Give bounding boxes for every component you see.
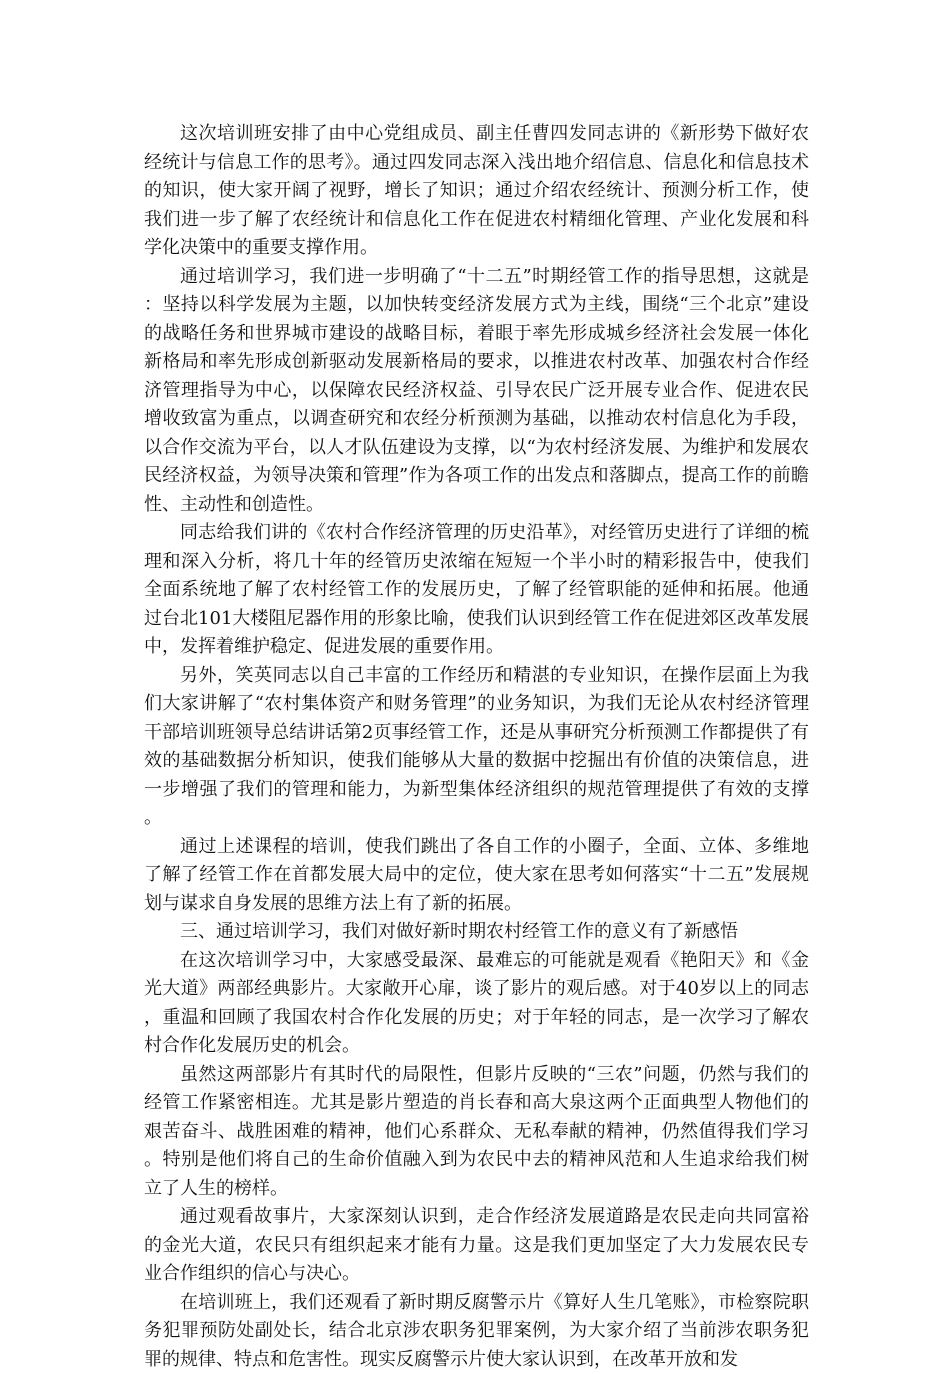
paragraph-9: 在培训班上，我们还观看了新时期反腐警示片《算好人生几笔账》，市检察院职务犯罪预防处副处长，结合北京涉农职务犯罪案例，为大家介绍了当前涉农职务犯罪的规律、特点和危害性。现实反腐警示片使大家认识到，在改革开放和发 <box>144 1289 809 1374</box>
paragraph-7: 虽然这两部影片有其时代的局限性，但影片反映的“三农”问题，仍然与我们的经管工作紧密相连。尤其是影片塑造的肖长春和高大泉这两个正面典型人物他们的艰苦奋斗、战胜困难的精神，他们心系群众、无私奉献的精神，仍然值得我们学习。特别是他们将自己的生命价值融入到为农民中去的精神风范和人生追求给我们树立了人生的榜样。 <box>144 1061 809 1204</box>
paragraph-1: 这次培训班安排了由中心党组成员、副主任曹四发同志讲的《新形势下做好农经统计与信息工作的思考》。通过四发同志深入浅出地介绍信息、信息化和信息技术的知识，使大家开阔了视野，增长了知识；通过介绍农经统计、预测分析工作，使我们进一步了解了农经统计和信息化工作在促进农村精细化管理、产业化发展和科学化决策中的重要支撑作用。 <box>144 120 809 263</box>
paragraph-4: 另外，笑英同志以自己丰富的工作经历和精湛的专业知识，在操作层面上为我们大家讲解了“农村集体资产和财务管理”的业务知识，为我们无论从农村经济管理干部培训班领导总结讲话第2页事经管工作，还是从事研究分析预测工作都提供了有效的基础数据分析知识，使我们能够从大量的数据中挖掘出有价值的决策信息，进一步增强了我们的管理和能力，为新型集体经济组织的规范管理提供了有效的支撑。 <box>144 662 809 833</box>
paragraph-3: 同志给我们讲的《农村合作经济管理的历史沿革》，对经管历史进行了详细的梳理和深入分析，将几十年的经管历史浓缩在短短一个半小时的精彩报告中，使我们全面系统地了解了农村经管工作的发展历史，了解了经管职能的延伸和拓展。他通过台北101大楼阻尼器作用的形象比喻，使我们认识到经管工作在促进郊区改革发展中，发挥着维护稳定、促进发展的重要作用。 <box>144 519 809 662</box>
paragraph-5: 通过上述课程的培训，使我们跳出了各自工作的小圈子，全面、立体、多维地了解了经管工作在首都发展大局中的定位，使大家在思考如何落实“十二五”发展规划与谋求自身发展的思维方法上有了新的拓展。 <box>144 833 809 919</box>
paragraph-8: 通过观看故事片，大家深刻认识到，走合作经济发展道路是农民走向共同富裕的金光大道，农民只有组织起来才能有力量。这是我们更加坚定了大力发展农民专业合作组织的信心与决心。 <box>144 1203 809 1289</box>
document-body <box>144 120 809 1374</box>
paragraph-2: 通过培训学习，我们进一步明确了“十二五”时期经管工作的指导思想，这就是：坚持以科学发展为主题，以加快转变经济发展方式为主线，围绕“三个北京”建设的战略任务和世界城市建设的战略目标，着眼于率先形成城乡经济社会发展一体化新格局和率先形成创新驱动发展新格局的要求，以推进农村改革、加强农村合作经济管理指导为中心，以保障农民经济权益、引导农民广泛开展专业合作、促进农民增收致富为重点，以调查研究和农经分析预测为基础，以推动农村信息化为手段，以合作交流为平台，以人才队伍建设为支撑，以“为农村经济发展、为维护和发展农民经济权益，为领导决策和管理”作为各项工作的出发点和落脚点，提高工作的前瞻性、主动性和创造性。 <box>144 263 809 520</box>
section-heading-3: 三、通过培训学习，我们对做好新时期农村经管工作的意义有了新感悟 <box>144 918 809 947</box>
paragraph-6: 在这次培训学习中，大家感受最深、最难忘的可能就是观看《艳阳天》和《金光大道》两部经典影片。大家敞开心扉，谈了影片的观后感。对于40岁以上的同志，重温和回顾了我国农村合作化发展的历史；对于年轻的同志，是一次学习了解农村合作化发展历史的机会。 <box>144 947 809 1061</box>
